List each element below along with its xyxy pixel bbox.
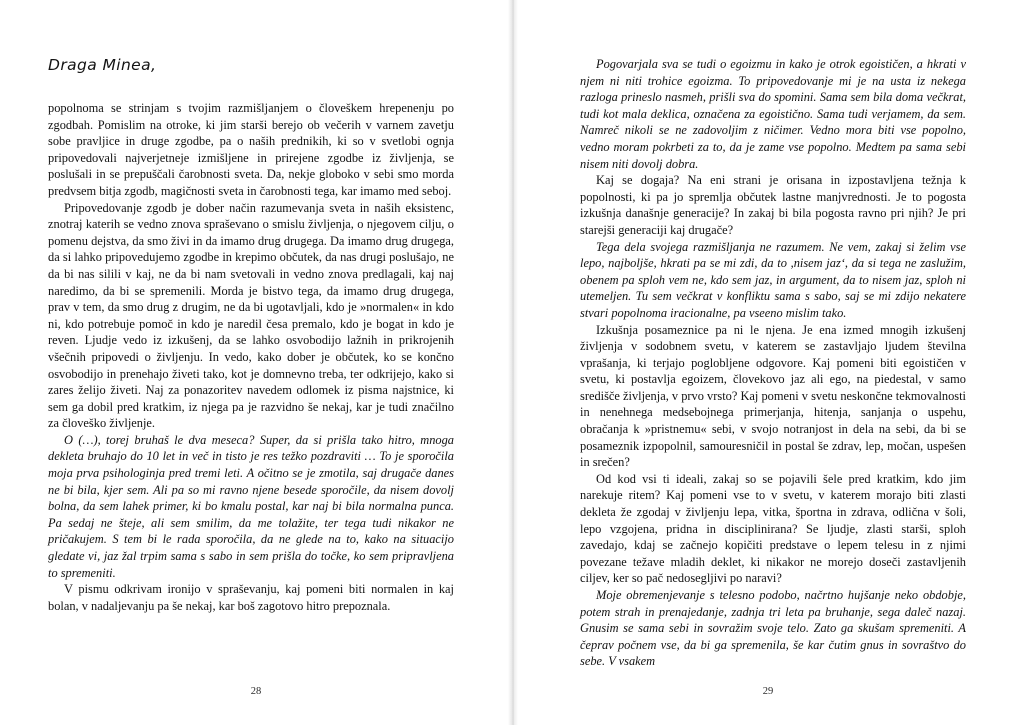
salutation: Draga Minea, (48, 56, 157, 74)
paragraph: Kaj se dogaja? Na eni strani je orisana in izpostavljena težnja k popolnosti, ki pa jo spremlja občutek lastne manjvrednosti. Je to pogosta izkušnja današnje generacije? In zakaj bi bila pogosta ravno pri njih? Je pri starejši generaciji kaj drugače? (580, 173, 966, 237)
page-right (512, 0, 1024, 725)
page-number: 28 (250, 686, 262, 697)
paragraph-quote: O (…), torej bruhaš le dva meseca? Super, da si prišla tako hitro, mnoga dekleta bruhajo do 10 let in več in tisto je res težko pozdraviti … To je sporočila moja prva psihologinja pred tremi leti. A očitno se je zmotila, saj drugače danes ne bi bila, kjer sem. Ali pa so mi ravno njene besede sporočile, da nisem dovolj bolna, da sem lahek primer, ki bo kmalu postal, kar naj bi bila normalna punca. Pa sedaj ne šteje, ali sem smilim, da me tolažite, ter tega tudi nikakor ne pričakujem. S tem bi le rada sporočila, da ne glede na to, kako na situacijo gledate vi, jaz žal trpim sama s sabo in sem prišla do točke, ko sem pripravljena to spremeniti. (48, 432, 454, 580)
paragraph: Pripovedovanje zgodb je dober način razumevanja sveta in naših eksistenc, znotraj katerih se vedno znova spraševano o smislu življenja, o njegovem cilju, o pomenu dejstva, da smo živi in da imamo drug drugega. Da imamo drug drugega, da si lahko pripovedujemo zgodbe in krepimo občutek, da nas drugi poslušajo, ne da bi nas silili v kaj, ne da bi nam svetovali in vedno znova predlagali, kaj naj naredimo, da bi se spremenili. Morda je bistvo tega, da imamo drug drugega, prav v tem, da smo drug z drugim, ne da bi ugotavljali, kdo je »normalen« in kdo ni, kdo potrebuje pomoč in kdo je naredil česa premalo, kdo je bogat in kdo je reven. Ljudje vedo iz izkušenj, da se lahko osvobodijo lažnih in prikrojenih všečnih pripovedi o življenju. In vedo, kako dober je občutek, ko se končno osvobodijo in prenehajo živeti tako, kot je domnevno treba, ter odkrijejo, kako si zares želijo živeti. Naj za ponazoritev navedem odlomek iz pisma najstnice, ki sem ga dobil pred kratkim, iz njega pa je razvidno še nekaj, kar je tudi značilno za človeško življenje. (48, 200, 454, 431)
paragraph: Izkušnja posameznice pa ni le njena. Je ena izmed mnogih izkušenj življenja v sodobnem svetu, v katerem se zastavljajo ljudem številna vprašanja, ki terjajo poglobljene odgovore. Kaj pomeni biti egoističen v svetu, ki postavlja egoizem, človekovo jaz ali ego, na piedestal, v samo središče življenja, v prvo vrsto? Kaj pomeni v svetu neskončne tekmovalnosti in nenehnega medsebojnega primerjanja, hitenja, sanjanja o uspehu, obračanja k »pristnemu« sebi, v svojo notranjost in dela na sebi, da bi se posameznik izpopolnil, samouresničil in postal še zdrav, lep, močan, uspešen in srečen? (580, 322, 966, 470)
paragraph: V pismu odkrivam ironijo v spraševanju, kaj pomeni biti normalen in kaj bolan, v nadaljevanju pa še nekaj, kar boš zagotovo hitro prepoznala. (48, 582, 454, 613)
page-number: 29 (762, 686, 774, 697)
paragraph: popolnoma se strinjam s tvojim razmišljanjem o človeškem hrepenenju po zgodbah. Pomislim na otroke, ki jim starši berejo ob večerih v varnem zavetju sobe pravljice in druge zgodbe, pa o naših prednikih, ki so v svetlobi ognja pripovedovali najverjetneje izmišljene in prirejene zgodbe iz življenja, se poslušali in se prepuščali čarobnosti sveta. Da, nekje globoko v sebi smo morda predvsem bitja zgodb, magičnosti sveta in čarobnosti tega, kar imamo med seboj. (48, 101, 454, 198)
paragraph-quote: Tega dela svojega razmišljanja ne razumem. Ne vem, zakaj si želim vse lepo, najboljše, hkrati pa se mi zdi, da to ,nisem jaz‘, da si tega ne zaslužim, obenem pa sploh vem ne, kdo sem jaz, in argument, da to nisem jaz, sploh ni utemeljen. Tu sem večkrat v konfliktu sama s sabo, saj se mi zdijo nekatere stvari popolnoma iracionalne, pa vseeno mislim tako. (580, 239, 966, 320)
paragraph: Od kod vsi ti ideali, zakaj so se pojavili šele pred kratkim, kdo jim narekuje ritem? Kaj pomeni vse to v svetu, v katerem morajo biti zlasti dekleta že zgodaj v življenju lepa, vitka, športna in zdrava, odlična v šoli, lepo vzgojena, pridna in disciplinirana? Se ljudje, zlasti starši, sploh zavedajo, kdaj se začnejo kopičiti predstave o lepem telesu in z njimi povezane težave mladih deklet, ki nikakor ne morejo doseči zastavljenih ciljev, ker so pač nedosegljivi po naravi? (580, 471, 966, 586)
paragraph-quote: Moje obremenjevanje s telesno podobo, načrtno hujšanje neko obdobje, potem strah in prenajedanje, zadnja tri leta pa bruhanje, sega daleč nazaj. Gnusim se sama sebi in sovražim svoje telo. Zato ga skušam spremeniti. A čeprav počnem vse, da bi ga spremenila, še kar čutim gnus in sovraštvo do sebe. V vsakem (580, 588, 966, 669)
paragraph-quote: Pogovarjala sva se tudi o egoizmu in kako je otrok egoističen, a hkrati v njem ni niti trohice egoizma. To pripovedovanje mi je na usta iz nekega razloga prineslo nasmeh, prišli sva do spomini. Sama sem bila doma večkrat, tudi kot mala deklica, označena za egoistično. Sama tudi verjamem, da sem. Namreč nikoli se ne zadovoljim z ničimer. Vedno mora biti vse popolno, vedno moram pokrbeti za to, da je zame vse popolno. Medtem pa sama sebi nisem niti dovolj dobra. (580, 57, 966, 171)
